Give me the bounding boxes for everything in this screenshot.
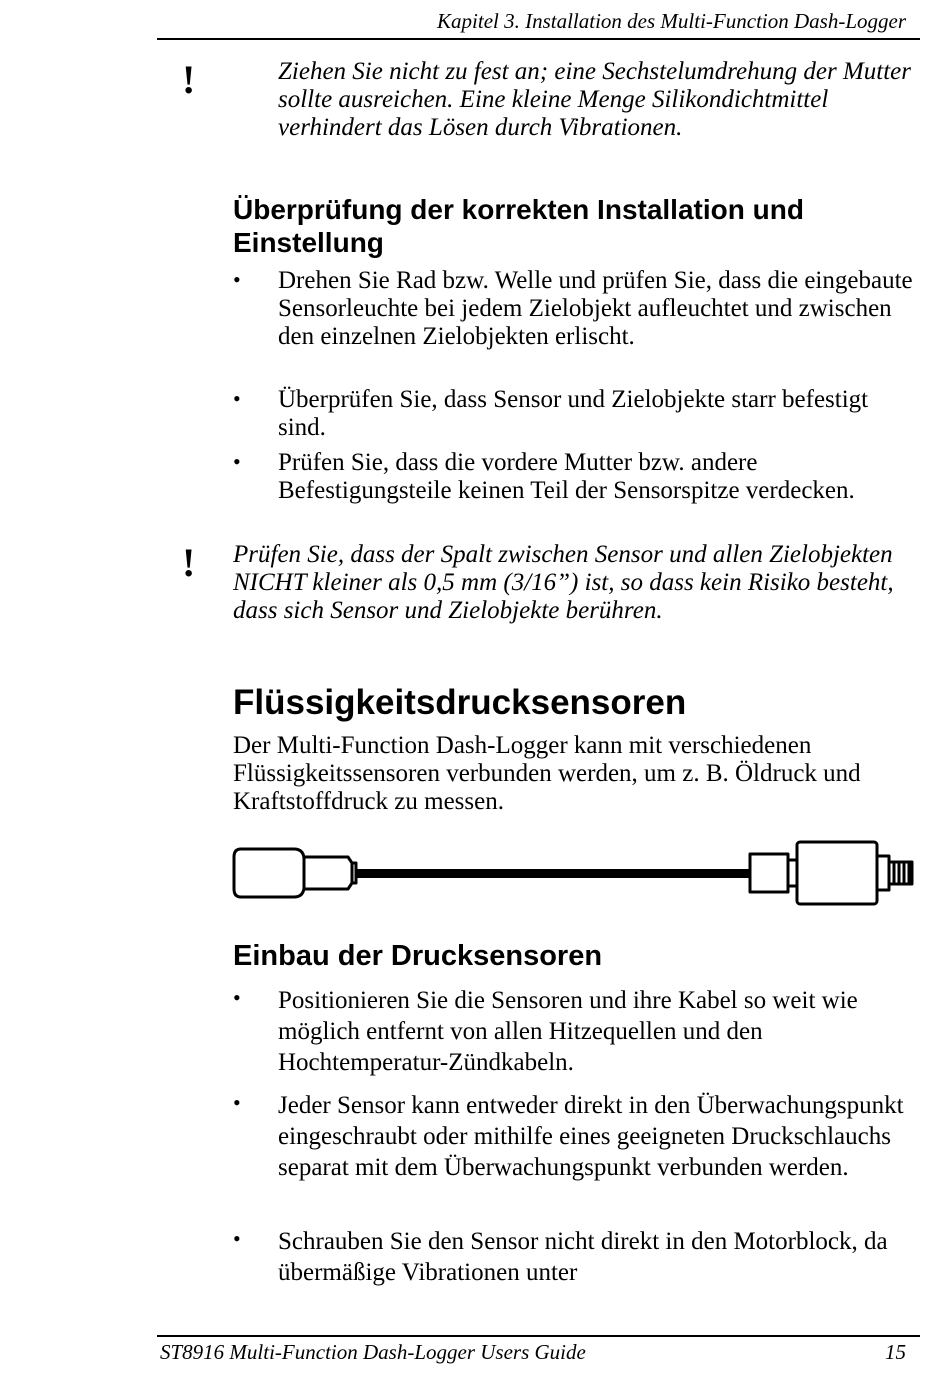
list-item <box>233 1090 913 1214</box>
bullet-icon: • <box>233 449 241 474</box>
footer-title: ST8916 Multi-Function Dash-Logger Users Guide <box>160 1340 586 1364</box>
warning-icon: ! <box>182 540 196 585</box>
list-item <box>233 386 913 442</box>
list-item-text: Prüfen Sie, dass die vordere Mutter bzw. andere Befestigungsteile keinen Teil der Sensorspitze verdecken. <box>278 449 855 504</box>
list-item-text: Jeder Sensor kann entweder direkt in den Überwachungspunkt eingeschraubt oder mithilfe eines geeigneten Druckschlauchs separat mit dem Überwachungspunkt verbunden werden. <box>278 1092 904 1181</box>
header-rule <box>157 38 920 40</box>
warning-note: Prüfen Sie, dass der Spalt zwischen Sensor und allen Zielobjekten NICHT kleiner als 0,5 mm (3/16”) ist, so dass kein Risiko besteht, dass sich Sensor und Zielobjekte berühren. <box>233 541 894 624</box>
running-header: Kapitel 3. Installation des Multi-Function Dash-Logger <box>437 9 906 33</box>
intro-paragraph: Der Multi-Function Dash-Logger kann mit verschiedenen Flüssigkeitssensoren verbunden werden, um z. B. Öldruck und Kraftstoffdruck zu messen. <box>233 732 861 815</box>
bullet-icon: • <box>233 1090 241 1115</box>
list-item <box>233 449 913 533</box>
bullet-icon: • <box>233 985 241 1010</box>
list-item <box>233 267 913 379</box>
section-heading: Überprüfung der korrekten Installation und Einstellung <box>233 194 804 258</box>
section-heading: Einbau der Drucksensoren <box>233 940 603 972</box>
list-item-text: Überprüfen Sie, dass Sensor und Zielobjekte starr befestigt sind. <box>278 386 869 441</box>
bullet-icon: • <box>233 267 241 292</box>
footer-rule <box>157 1335 920 1337</box>
list-item-text: Schrauben Sie den Sensor nicht direkt in den Motorblock, da übermäßige Vibrationen unter <box>278 1228 888 1286</box>
list-item-text: Drehen Sie Rad bzw. Welle und prüfen Sie, dass die eingebaute Sensorleuchte bei jedem Zielobjekt aufleuchtet und zwischen den einzelnen Zielobjekten erlischt. <box>278 267 913 350</box>
warning-note: Ziehen Sie nicht zu fest an; eine Sechstelumdrehung der Mutter sollte ausreichen. Eine kleine Menge Silikondichtmittel verhindert das Lösen durch Vibrationen. <box>278 58 911 141</box>
bullet-icon: • <box>233 386 241 411</box>
section-heading: Flüssigkeitsdrucksensoren <box>233 683 687 722</box>
bullet-icon: • <box>233 1226 241 1251</box>
pressure-sensor-illustration <box>232 836 918 912</box>
warning-icon: ! <box>182 57 196 102</box>
page-number: 15 <box>885 1340 906 1364</box>
list-item <box>233 985 913 1078</box>
list-item <box>233 1226 913 1288</box>
list-item-text: Positionieren Sie die Sensoren und ihre Kabel so weit wie möglich entfernt von allen Hitzequellen und den Hochtemperatur-Zündkabeln. <box>278 987 858 1076</box>
